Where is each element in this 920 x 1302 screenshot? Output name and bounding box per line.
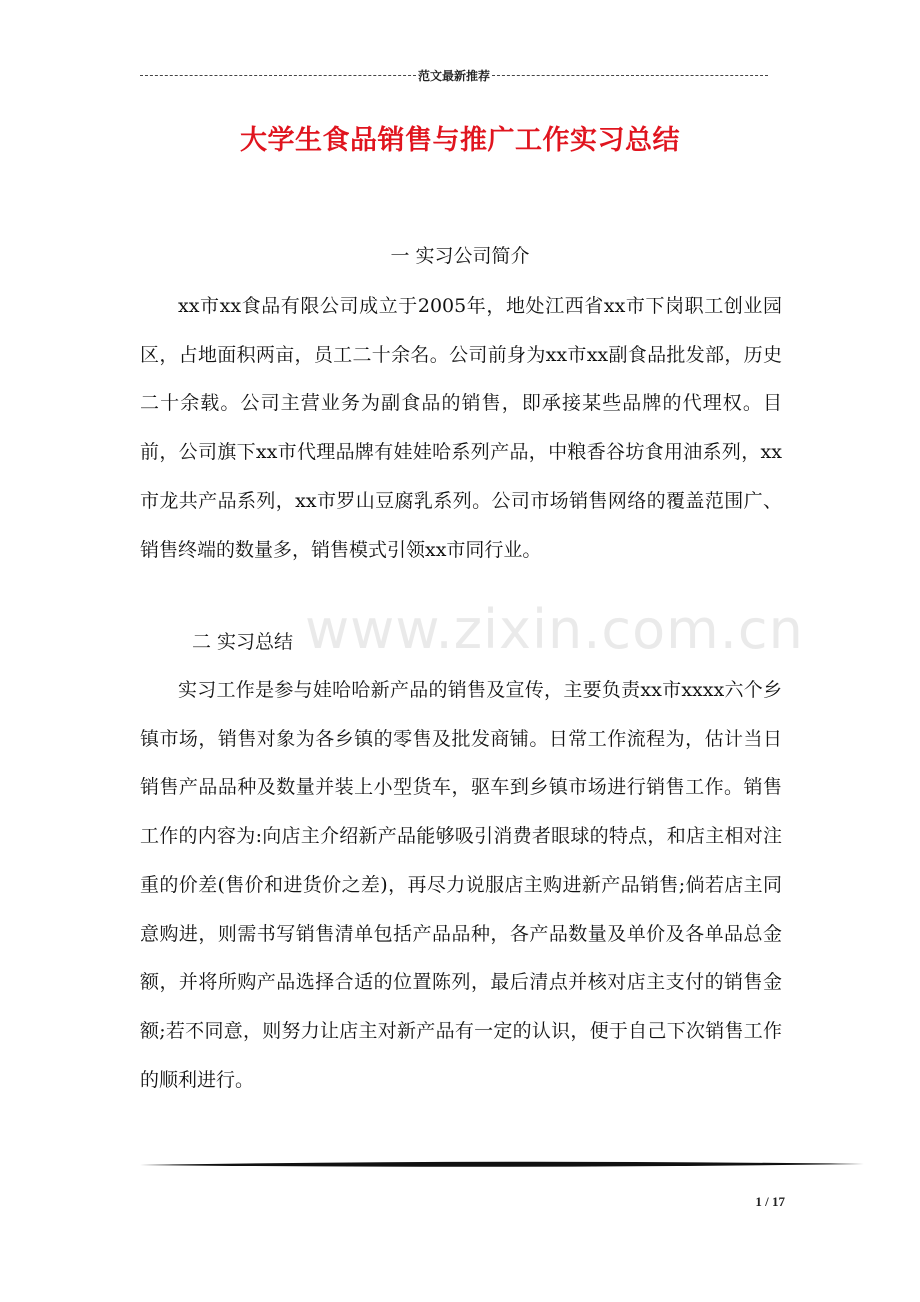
watermark: www.zixin.com.cn: [305, 598, 804, 661]
page-indicator: 1 / 17: [755, 1194, 785, 1209]
section-body-internship-summary: [140, 666, 782, 1104]
section-heading-company-intro: 一 实习公司简介: [390, 245, 530, 267]
paragraph-company-intro: xx市xx食品有限公司成立于2005年，地处江西省xx市下岗职工创业园区，占地面积两亩，员工二十余名。公司前身为xx市xx副食品批发部，历史二十余载。公司主营业务为副食品的销售，即承接某些品牌的代理权。目前，公司旗下xx市代理品牌有娃娃哈系列产品，中粮香谷坊食用油系列，xx市龙共产品系列，xx市罗山豆腐乳系列。公司市场销售网络的覆盖范围广、销售终端的数量多，销售模式引领xx市同行业。: [140, 295, 782, 561]
header-banner-label: 范文最新推荐: [418, 68, 491, 83]
section-heading-internship-summary: 二 实习总结: [192, 631, 294, 653]
section-body-company-intro: [140, 282, 782, 574]
footer-divider: [140, 1158, 864, 1172]
header-banner: [140, 66, 768, 84]
header-dash-right: [492, 75, 768, 76]
header-dash-left: [140, 75, 416, 76]
paragraph-internship-summary: 实习工作是参与娃哈哈新产品的销售及宣传，主要负责xx市xxxx六个乡镇市场，销售对象为各乡镇的零售及批发商铺。日常工作流程为，估计当日销售产品品种及数量并装上小型货车，驱车到乡镇市场进行销售工作。销售工作的内容为:向店主介绍新产品能够吸引消费者眼球的特点，和店主相对注重的价差(售价和进货价之差)，再尽力说服店主购进新产品销售;倘若店主同意购进，则需书写销售清单包括产品品种，各产品数量及单价及各单品总金额，并将所购产品选择合适的位置陈列，最后清点并核对店主支付的销售金额;若不同意，则努力让店主对新产品有一定的认识，便于自己下次销售工作的顺利进行。: [140, 679, 782, 1091]
document-title: 大学生食品销售与推广工作实习总结: [240, 125, 680, 156]
